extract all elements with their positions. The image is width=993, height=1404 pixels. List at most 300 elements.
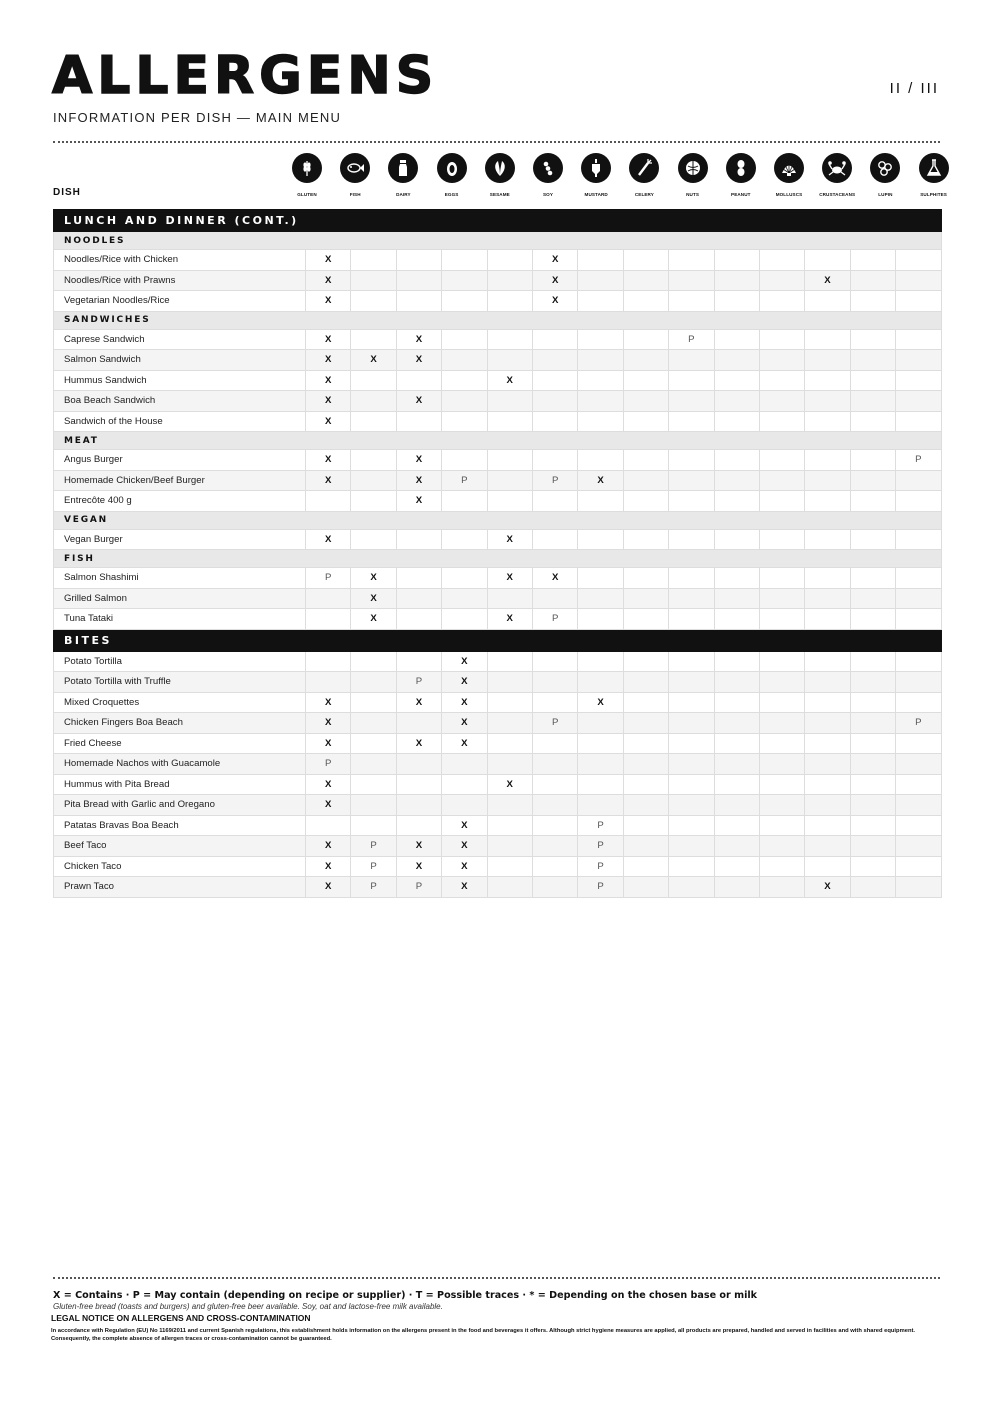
allergen-cell-crustaceans <box>805 836 850 857</box>
category-header <box>54 511 942 529</box>
allergen-cell-sulphites <box>896 856 941 877</box>
allergen-cell-sulphites <box>896 568 941 589</box>
allergen-cell-nuts: P <box>669 329 714 350</box>
allergen-cell-mustard <box>578 450 623 471</box>
allergen-cell-celery <box>623 815 668 836</box>
dish-name: Angus Burger <box>54 450 306 471</box>
allergen-cell-celery <box>623 877 668 898</box>
allergen-cell-nuts <box>669 291 714 312</box>
allergen-cell-fish: P <box>351 856 396 877</box>
allergen-cell-crustaceans <box>805 692 850 713</box>
allergen-cell-eggs <box>442 250 487 271</box>
allergen-cell-molluscs <box>759 856 804 877</box>
allergen-cell-molluscs <box>759 795 804 816</box>
allergen-cell-sesame <box>487 733 532 754</box>
allergen-cell-gluten: P <box>306 754 351 775</box>
table-row <box>54 774 942 795</box>
allergen-cell-lupin <box>850 491 895 512</box>
allergen-cell-molluscs <box>759 877 804 898</box>
allergen-cell-soy <box>532 836 577 857</box>
allergen-cell-gluten <box>306 651 351 672</box>
allergen-cell-celery <box>623 270 668 291</box>
allergen-cell-mustard <box>578 270 623 291</box>
category-title: NOODLES <box>54 232 942 250</box>
allergen-cell-eggs <box>442 609 487 630</box>
allergen-cell-peanut <box>714 411 759 432</box>
dotted-divider-bottom <box>53 1277 940 1279</box>
allergen-header-eggs <box>430 153 474 197</box>
allergen-cell-sulphites <box>896 291 941 312</box>
allergen-cell-crustaceans <box>805 250 850 271</box>
allergen-cell-celery <box>623 411 668 432</box>
allergen-cell-lupin <box>850 529 895 550</box>
allergen-cell-celery <box>623 568 668 589</box>
mustard-bottle-icon <box>581 153 611 183</box>
allergen-header-peanut <box>719 153 763 197</box>
shell-icon <box>774 153 804 183</box>
allergen-cell-crustaceans: X <box>805 270 850 291</box>
allergen-cell-crustaceans <box>805 856 850 877</box>
allergen-cell-gluten: X <box>306 450 351 471</box>
allergen-cell-mustard: P <box>578 856 623 877</box>
allergen-label: MOLLUSCS <box>775 192 803 197</box>
sesame-seeds-icon <box>485 153 515 183</box>
allergen-cell-soy <box>532 877 577 898</box>
allergen-cell-crustaceans <box>805 491 850 512</box>
allergen-cell-fish <box>351 270 396 291</box>
allergen-cell-mustard <box>578 774 623 795</box>
page-subtitle: INFORMATION PER DISH — MAIN MENU <box>53 110 342 125</box>
allergen-cell-molluscs <box>759 713 804 734</box>
allergen-cell-dairy: X <box>396 491 441 512</box>
allergen-cell-fish <box>351 733 396 754</box>
allergen-cell-crustaceans <box>805 529 850 550</box>
allergen-cell-sesame: X <box>487 370 532 391</box>
allergen-cell-celery <box>623 370 668 391</box>
allergen-label: LUPIN <box>878 192 893 197</box>
allergen-label: CELERY <box>634 192 654 197</box>
allergen-cell-gluten: P <box>306 568 351 589</box>
allergen-label: EGGS <box>444 192 459 197</box>
allergen-cell-eggs: X <box>442 733 487 754</box>
allergen-cell-celery <box>623 713 668 734</box>
allergen-cell-fish <box>351 754 396 775</box>
allergen-cell-soy <box>532 672 577 693</box>
allergen-cell-eggs <box>442 329 487 350</box>
category-header <box>54 311 942 329</box>
allergen-cell-sesame <box>487 291 532 312</box>
allergen-label: FISH <box>349 192 361 197</box>
dish-name: Potato Tortilla <box>54 651 306 672</box>
allergen-cell-soy <box>532 370 577 391</box>
allergen-cell-mustard: X <box>578 692 623 713</box>
allergen-cell-molluscs <box>759 692 804 713</box>
allergen-cell-nuts <box>669 692 714 713</box>
allergen-cell-peanut <box>714 470 759 491</box>
allergen-cell-sesame: X <box>487 568 532 589</box>
allergen-cell-sesame <box>487 329 532 350</box>
allergen-cell-sulphites <box>896 250 941 271</box>
allergen-cell-dairy <box>396 774 441 795</box>
allergen-cell-mustard: X <box>578 470 623 491</box>
allergen-cell-sesame <box>487 491 532 512</box>
allergen-cell-dairy: X <box>396 391 441 412</box>
allergen-label: PEANUT <box>731 192 751 197</box>
allergen-cell-fish <box>351 411 396 432</box>
allergen-cell-peanut <box>714 350 759 371</box>
allergen-cell-sulphites <box>896 795 941 816</box>
allergen-cell-fish <box>351 774 396 795</box>
allergen-cell-eggs <box>442 450 487 471</box>
allergen-cell-lupin <box>850 774 895 795</box>
allergen-cell-celery <box>623 329 668 350</box>
allergen-cell-nuts <box>669 733 714 754</box>
allergen-cell-mustard <box>578 370 623 391</box>
allergen-header-celery <box>622 153 666 197</box>
allergen-cell-molluscs <box>759 568 804 589</box>
allergen-cell-gluten: X <box>306 836 351 857</box>
allergen-cell-crustaceans <box>805 329 850 350</box>
allergen-cell-peanut <box>714 856 759 877</box>
allergen-cell-molluscs <box>759 270 804 291</box>
dish-name: Entrecôte 400 g <box>54 491 306 512</box>
allergen-cell-eggs <box>442 370 487 391</box>
allergen-cell-gluten: X <box>306 774 351 795</box>
dish-name: Chicken Taco <box>54 856 306 877</box>
allergen-cell-sulphites <box>896 411 941 432</box>
allergen-cell-sulphites <box>896 815 941 836</box>
allergen-cell-fish <box>351 370 396 391</box>
allergen-cell-molluscs <box>759 411 804 432</box>
allergen-cell-lupin <box>850 250 895 271</box>
allergen-cell-sesame <box>487 856 532 877</box>
allergen-cell-eggs <box>442 350 487 371</box>
allergen-cell-molluscs <box>759 754 804 775</box>
allergen-cell-celery <box>623 609 668 630</box>
allergen-cell-soy <box>532 391 577 412</box>
table-row <box>54 350 942 371</box>
crab-icon <box>822 153 852 183</box>
allergen-cell-nuts <box>669 672 714 693</box>
allergen-cell-sesame <box>487 713 532 734</box>
allergen-cell-soy: P <box>532 470 577 491</box>
allergen-cell-celery <box>623 774 668 795</box>
allergen-cell-nuts <box>669 877 714 898</box>
allergen-cell-eggs: X <box>442 877 487 898</box>
allergen-cell-celery <box>623 250 668 271</box>
allergen-cell-celery <box>623 291 668 312</box>
allergen-header-sesame <box>478 153 522 197</box>
allergen-cell-eggs <box>442 291 487 312</box>
dish-name: Sandwich of the House <box>54 411 306 432</box>
allergen-cell-peanut <box>714 450 759 471</box>
allergen-cell-mustard: P <box>578 815 623 836</box>
allergen-cell-eggs <box>442 270 487 291</box>
allergen-cell-fish <box>351 391 396 412</box>
allergen-cell-sesame <box>487 836 532 857</box>
allergen-cell-eggs: X <box>442 856 487 877</box>
allergen-cell-crustaceans <box>805 774 850 795</box>
allergen-cell-crustaceans <box>805 795 850 816</box>
table-row <box>54 795 942 816</box>
allergen-cell-dairy: X <box>396 470 441 491</box>
allergen-cell-crustaceans <box>805 350 850 371</box>
allergen-cell-sesame <box>487 672 532 693</box>
flask-icon <box>919 153 949 183</box>
allergen-cell-lupin <box>850 609 895 630</box>
allergen-cell-gluten: X <box>306 856 351 877</box>
allergen-cell-gluten: X <box>306 350 351 371</box>
allergen-cell-lupin <box>850 329 895 350</box>
allergen-cell-molluscs <box>759 350 804 371</box>
allergen-cell-dairy: X <box>396 350 441 371</box>
dotted-divider-top <box>53 141 940 143</box>
allergen-header-soy <box>526 153 570 197</box>
allergen-cell-celery <box>623 692 668 713</box>
allergen-cell-lupin <box>850 856 895 877</box>
allergen-cell-crustaceans <box>805 370 850 391</box>
allergen-cell-nuts <box>669 588 714 609</box>
allergen-cell-celery <box>623 391 668 412</box>
allergen-cell-fish <box>351 692 396 713</box>
allergen-cell-mustard <box>578 250 623 271</box>
allergen-cell-fish <box>351 672 396 693</box>
allergen-label: DAIRY <box>396 192 411 197</box>
allergen-cell-mustard <box>578 568 623 589</box>
allergen-cell-sulphites <box>896 529 941 550</box>
allergen-cell-celery <box>623 350 668 371</box>
allergen-cell-sulphites <box>896 774 941 795</box>
allergen-cell-nuts <box>669 411 714 432</box>
allergen-cell-lupin <box>850 672 895 693</box>
dish-name: Potato Tortilla with Truffle <box>54 672 306 693</box>
allergen-cell-gluten: X <box>306 391 351 412</box>
dish-name: Homemade Nachos with Guacamole <box>54 754 306 775</box>
category-title: VEGAN <box>54 511 942 529</box>
allergen-cell-peanut <box>714 270 759 291</box>
allergen-cell-eggs <box>442 391 487 412</box>
allergen-cell-celery <box>623 651 668 672</box>
allergen-cell-fish: P <box>351 836 396 857</box>
allergen-cell-nuts <box>669 754 714 775</box>
allergen-cell-celery <box>623 795 668 816</box>
allergen-cell-nuts <box>669 568 714 589</box>
legal-notice-text: In accordance with Regulation (EU) No 1169/2011 and current Spanish regulations, this establishment holds information on the allergens present in the food and beverages it offers. Although strict hygiene measures are applied, all products are prepared, handled and served in facilities and with shared equipment. Consequently, the complete absence of allergen traces or cross-contamination cannot be guaranteed. <box>51 1328 916 1342</box>
allergen-cell-peanut <box>714 836 759 857</box>
allergen-cell-dairy: P <box>396 672 441 693</box>
allergen-cell-lupin <box>850 733 895 754</box>
allergen-cell-gluten <box>306 672 351 693</box>
allergen-cell-crustaceans <box>805 411 850 432</box>
allergen-cell-celery <box>623 856 668 877</box>
allergen-cell-sulphites <box>896 672 941 693</box>
allergen-cell-eggs: X <box>442 692 487 713</box>
allergen-header-dairy <box>381 153 425 197</box>
allergen-cell-molluscs <box>759 651 804 672</box>
allergen-cell-sulphites <box>896 270 941 291</box>
table-row <box>54 856 942 877</box>
allergen-cell-crustaceans <box>805 651 850 672</box>
table-row <box>54 733 942 754</box>
allergen-cell-molluscs <box>759 815 804 836</box>
allergen-cell-mustard <box>578 672 623 693</box>
allergen-cell-peanut <box>714 250 759 271</box>
allergen-cell-peanut <box>714 713 759 734</box>
allergen-cell-soy <box>532 651 577 672</box>
celery-icon <box>629 153 659 183</box>
allergen-cell-gluten: X <box>306 692 351 713</box>
allergen-cell-lupin <box>850 815 895 836</box>
allergen-cell-mustard <box>578 291 623 312</box>
allergen-cell-lupin <box>850 754 895 775</box>
dish-name: Pita Bread with Garlic and Oregano <box>54 795 306 816</box>
allergen-cell-mustard <box>578 713 623 734</box>
allergen-cell-soy: X <box>532 250 577 271</box>
allergen-cell-gluten: X <box>306 411 351 432</box>
allergen-cell-molluscs <box>759 836 804 857</box>
allergen-cell-lupin <box>850 692 895 713</box>
table-row <box>54 450 942 471</box>
lupin-icon <box>870 153 900 183</box>
allergen-cell-sesame <box>487 470 532 491</box>
table-row <box>54 370 942 391</box>
allergen-cell-lupin <box>850 450 895 471</box>
allergen-label: CRUSTACEANS <box>819 192 856 197</box>
allergen-cell-lupin <box>850 568 895 589</box>
allergen-cell-lupin <box>850 713 895 734</box>
allergen-cell-sulphites <box>896 588 941 609</box>
allergen-cell-dairy: X <box>396 856 441 877</box>
allergen-cell-molluscs <box>759 672 804 693</box>
dish-name: Patatas Bravas Boa Beach <box>54 815 306 836</box>
soy-pod-icon <box>533 153 563 183</box>
peanut-icon <box>726 153 756 183</box>
fish-icon <box>340 153 370 183</box>
allergen-label: SULPHITES <box>920 192 947 197</box>
allergen-cell-peanut <box>714 370 759 391</box>
allergen-cell-fish <box>351 450 396 471</box>
allergen-cell-dairy: X <box>396 329 441 350</box>
allergen-cell-sesame <box>487 692 532 713</box>
allergen-cell-nuts <box>669 856 714 877</box>
allergen-cell-nuts <box>669 450 714 471</box>
allergen-header-gluten <box>285 153 329 197</box>
allergen-cell-lupin <box>850 795 895 816</box>
allergen-cell-fish: P <box>351 877 396 898</box>
allergen-cell-molluscs <box>759 391 804 412</box>
allergen-cell-dairy <box>396 529 441 550</box>
section-header <box>54 210 942 232</box>
allergen-cell-peanut <box>714 733 759 754</box>
allergen-cell-molluscs <box>759 250 804 271</box>
allergen-cell-soy: X <box>532 291 577 312</box>
allergen-cell-fish <box>351 491 396 512</box>
allergen-cell-eggs: X <box>442 815 487 836</box>
allergen-cell-nuts <box>669 270 714 291</box>
allergen-cell-gluten: X <box>306 250 351 271</box>
allergen-cell-sesame <box>487 795 532 816</box>
allergen-cell-dairy <box>396 588 441 609</box>
allergen-cell-peanut <box>714 754 759 775</box>
dish-name: Hummus with Pita Bread <box>54 774 306 795</box>
allergen-cell-dairy <box>396 250 441 271</box>
allergen-cell-crustaceans <box>805 713 850 734</box>
allergen-cell-peanut <box>714 391 759 412</box>
allergen-cell-celery <box>623 470 668 491</box>
allergen-header-lupin <box>863 153 907 197</box>
allergen-cell-molluscs <box>759 329 804 350</box>
allergen-cell-soy <box>532 754 577 775</box>
allergen-cell-crustaceans <box>805 672 850 693</box>
allergen-cell-peanut <box>714 291 759 312</box>
allergen-cell-dairy <box>396 411 441 432</box>
allergen-cell-sesame <box>487 754 532 775</box>
allergen-cell-eggs <box>442 568 487 589</box>
section-title: LUNCH AND DINNER (CONT.) <box>54 210 942 232</box>
dish-name: Fried Cheese <box>54 733 306 754</box>
allergen-cell-sesame <box>487 651 532 672</box>
allergen-cell-sulphites <box>896 836 941 857</box>
allergen-cell-molluscs <box>759 370 804 391</box>
allergen-cell-lupin <box>850 588 895 609</box>
table-row <box>54 692 942 713</box>
allergen-cell-dairy <box>396 370 441 391</box>
allergen-cell-celery <box>623 450 668 471</box>
dish-name: Beef Taco <box>54 836 306 857</box>
allergen-cell-sulphites <box>896 329 941 350</box>
table-row <box>54 529 942 550</box>
allergen-cell-soy <box>532 692 577 713</box>
allergen-cell-gluten: X <box>306 329 351 350</box>
wheat-icon <box>292 153 322 183</box>
allergen-cell-dairy <box>396 609 441 630</box>
table-row <box>54 470 942 491</box>
dish-name: Prawn Taco <box>54 877 306 898</box>
allergen-cell-mustard <box>578 754 623 775</box>
dish-name: Vegetarian Noodles/Rice <box>54 291 306 312</box>
allergen-cell-eggs: X <box>442 713 487 734</box>
allergen-cell-sesame <box>487 815 532 836</box>
allergen-cell-crustaceans <box>805 291 850 312</box>
allergen-cell-fish: X <box>351 588 396 609</box>
legal-notice-title: LEGAL NOTICE ON ALLERGENS AND CROSS-CONTAMINATION <box>51 1313 311 1323</box>
allergen-cell-sesame <box>487 411 532 432</box>
allergen-cell-peanut <box>714 815 759 836</box>
allergen-cell-crustaceans: X <box>805 877 850 898</box>
allergen-cell-crustaceans <box>805 391 850 412</box>
allergen-cell-sulphites: P <box>896 450 941 471</box>
allergen-cell-eggs <box>442 774 487 795</box>
allergen-cell-crustaceans <box>805 733 850 754</box>
allergen-cell-soy <box>532 411 577 432</box>
table-row <box>54 391 942 412</box>
allergen-label: SOY <box>542 192 553 197</box>
walnut-icon <box>678 153 708 183</box>
table-row <box>54 291 942 312</box>
section-title: BITES <box>54 629 942 651</box>
allergen-cell-peanut <box>714 609 759 630</box>
allergen-label: NUTS <box>686 192 700 197</box>
allergen-cell-molluscs <box>759 609 804 630</box>
allergen-cell-sulphites <box>896 692 941 713</box>
egg-icon <box>437 153 467 183</box>
category-header <box>54 232 942 250</box>
allergen-cell-soy: X <box>532 270 577 291</box>
allergen-cell-dairy <box>396 754 441 775</box>
allergen-cell-soy: P <box>532 713 577 734</box>
allergen-cell-dairy: X <box>396 733 441 754</box>
allergen-cell-sulphites <box>896 651 941 672</box>
